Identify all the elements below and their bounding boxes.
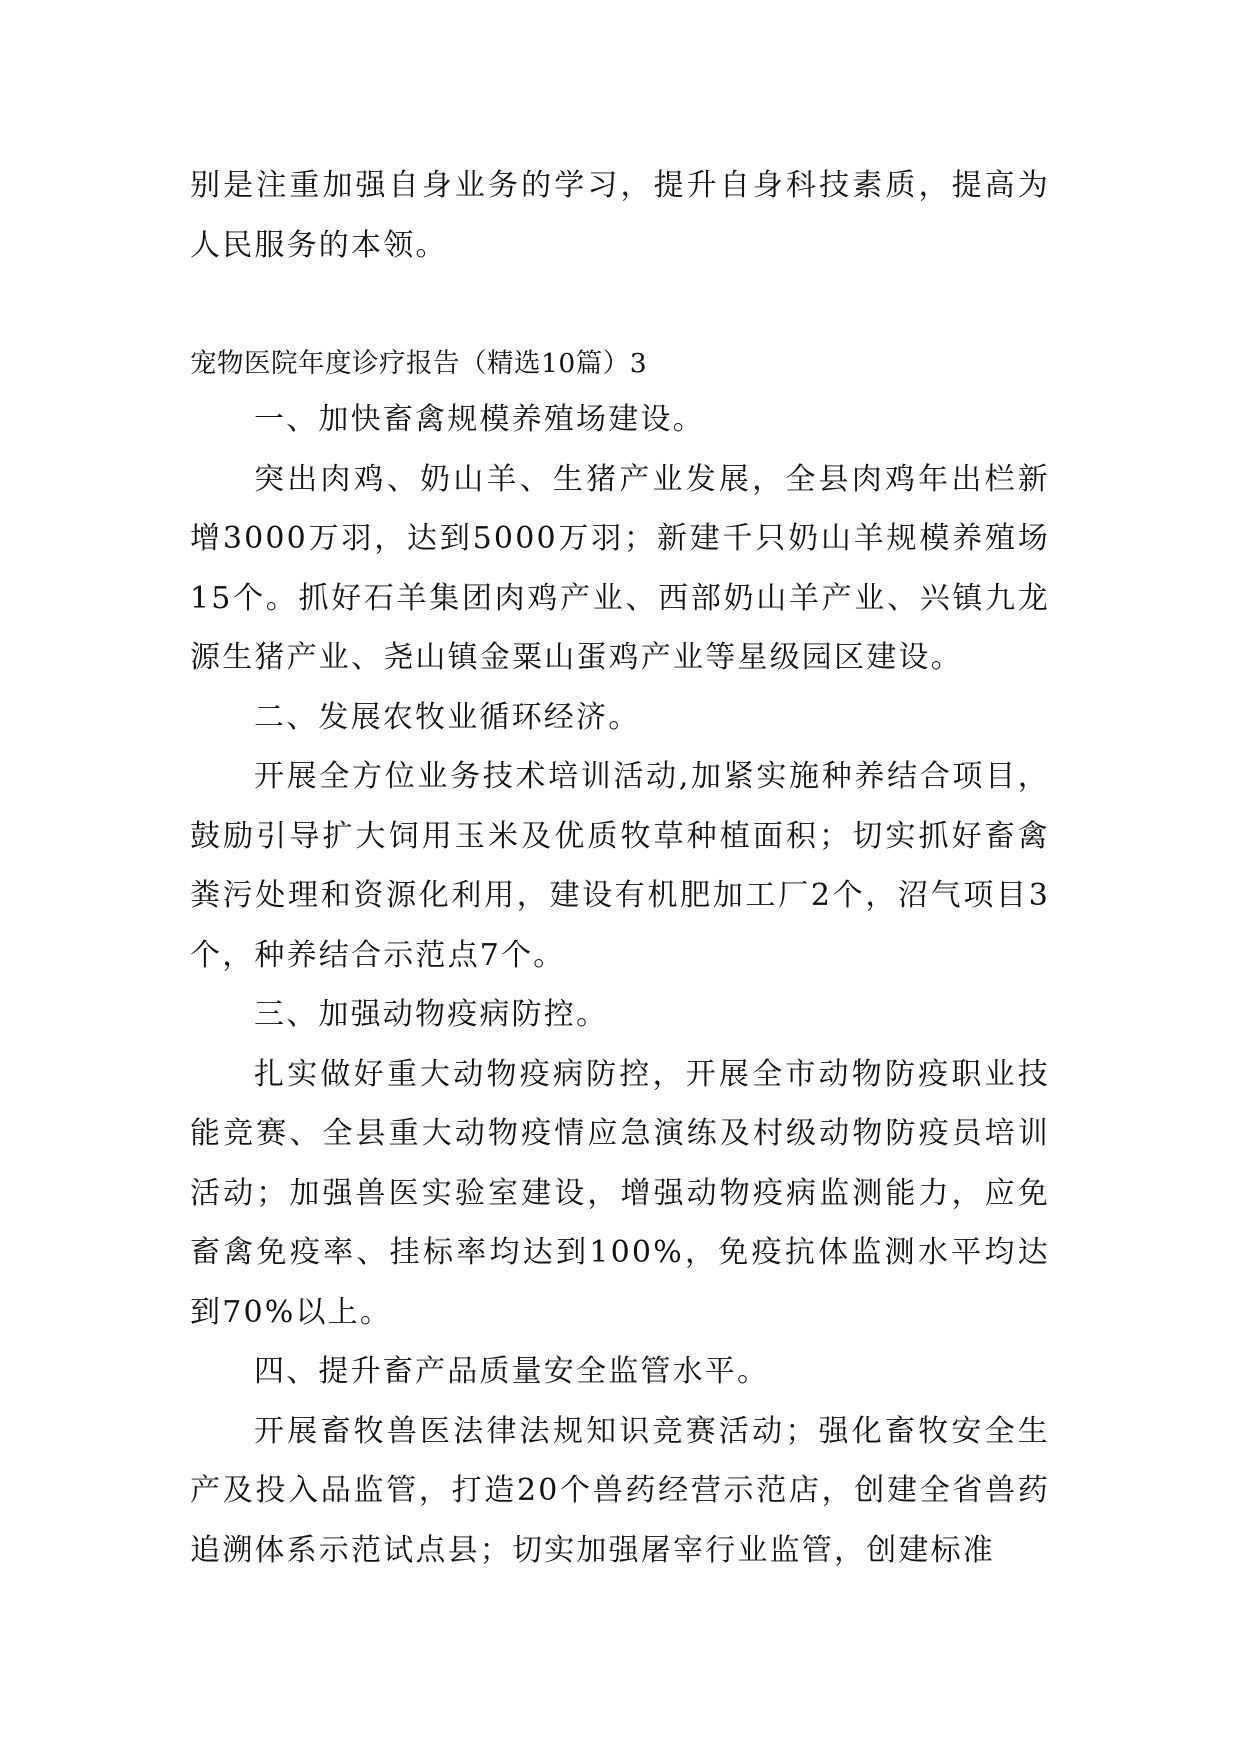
body-paragraph-4: 开展畜牧兽医法律法规知识竞赛活动；强化畜牧安全生产及投入品监管，打造20个兽药经营示范店，创建全省兽药追溯体系示范试点县；切实加强屠宰行业监管，创建标准 [190,1413,1050,1568]
heading-paragraph-2: 二、发展农牧业循环经济。 [254,699,641,735]
heading-paragraph-3: 三、加强动物疫病防控。 [254,997,609,1032]
body-paragraph-2: 开展全方位业务技术培训活动,加紧实施种养结合项目，鼓励引导扩大饲用玉米及优质牧草种植面积；切实抓好畜禽粪污处理和资源化利用，建设有机肥加工厂2个，沼气项目3个，种养结合示范点7个。 [190,759,1050,973]
heading-paragraph-4: 四、提升畜产品质量安全监管水平。 [254,1354,770,1389]
section-title: 宠物医院年度诊疗报告（精选10篇）3 [190,348,648,379]
continuation-paragraph: 别是注重加强自身业务的学习，提升自身科技素质，提高为人民服务的本领。 [190,168,1050,263]
body-paragraph-1: 突出肉鸡、奶山羊、生猪产业发展，全县肉鸡年出栏新增3000万羽，达到5000万羽；新建千只奶山羊规模养殖场15个。抓好石羊集团肉鸡产业、西部奶山羊产业、兴镇九龙源生猪产业、尧山镇金粟山蛋鸡产业等星级园区建设。 [190,461,1050,675]
document-body [190,156,1050,1580]
body-paragraph-3: 扎实做好重大动物疫病防控，开展全市动物防疫职业技能竞赛、全县重大动物疫情应急演练及村级动物防疫员培训活动；加强兽医实验室建设，增强动物疫病监测能力，应免畜禽免疫率、挂标率均达到100%，免疫抗体监测水平均达到70%以上。 [190,1056,1050,1330]
heading-paragraph-1: 一、加快畜禽规模养殖场建设。 [254,402,705,437]
